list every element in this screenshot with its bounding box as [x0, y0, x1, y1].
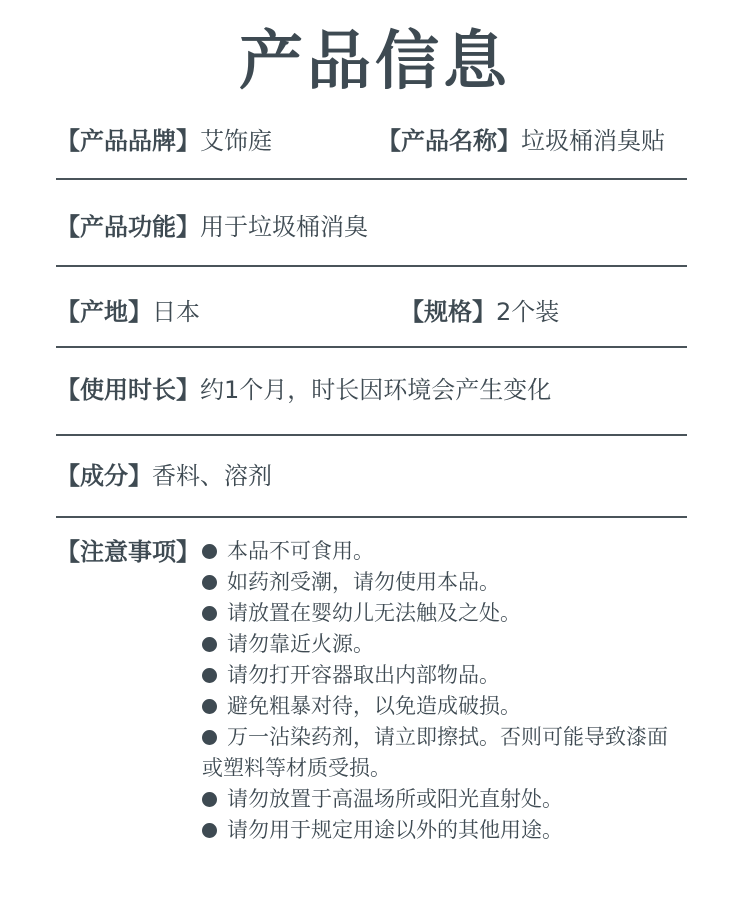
bullet-icon — [202, 730, 217, 745]
list-item — [202, 660, 702, 691]
divider — [56, 265, 687, 267]
list-item — [202, 722, 702, 753]
list-item — [202, 815, 702, 846]
note-text: 或塑料等材质受损。 — [202, 756, 391, 780]
note-text: 万一沾染药剂，请立即擦拭。否则可能导致漆面 — [227, 725, 668, 749]
list-item — [202, 536, 702, 567]
origin-row — [56, 295, 200, 329]
page-title: 产品信息 — [239, 25, 511, 99]
note-text: 请放置在婴幼儿无法触及之处。 — [227, 601, 521, 625]
function-row — [56, 210, 368, 244]
list-item — [202, 598, 702, 629]
name-row — [377, 124, 665, 158]
note-text: 请勿放置于高温场所或阳光直射处。 — [227, 787, 563, 811]
function-value: 用于垃圾桶消臭 — [200, 213, 368, 241]
note-text: 避免粗暴对待，以免造成破损。 — [227, 694, 521, 718]
brand-key: 【产品品牌】 — [56, 127, 200, 155]
bullet-icon — [202, 544, 217, 559]
ingredients-key: 【成分】 — [56, 462, 152, 490]
name-value: 垃圾桶消臭贴 — [521, 127, 665, 155]
notes-key: 【注意事项】 — [56, 538, 200, 566]
bullet-icon — [202, 575, 217, 590]
list-item — [202, 567, 702, 598]
spec-row — [400, 295, 559, 329]
note-text: 如药剂受潮，请勿使用本品。 — [227, 570, 500, 594]
note-text: 请勿打开容器取出内部物品。 — [227, 663, 500, 687]
bullet-icon — [202, 699, 217, 714]
brand-value: 艾饰庭 — [200, 127, 272, 155]
bullet-icon — [202, 637, 217, 652]
divider — [56, 178, 687, 180]
list-item — [202, 629, 702, 660]
duration-row — [56, 373, 551, 407]
bullet-icon — [202, 668, 217, 683]
divider — [56, 346, 687, 348]
spec-key: 【规格】 — [400, 298, 496, 326]
duration-key: 【使用时长】 — [56, 376, 200, 404]
divider — [56, 516, 687, 518]
brand-row — [56, 124, 272, 158]
list-item-continuation — [202, 753, 702, 784]
bullet-icon — [202, 823, 217, 838]
origin-value: 日本 — [152, 298, 200, 326]
bullet-icon — [202, 792, 217, 807]
spec-value: 2个装 — [496, 298, 560, 326]
name-key: 【产品名称】 — [377, 127, 521, 155]
note-text: 请勿用于规定用途以外的其他用途。 — [227, 818, 563, 842]
origin-key: 【产地】 — [56, 298, 152, 326]
bullet-icon — [202, 606, 217, 621]
notes-list — [202, 536, 702, 846]
list-item — [202, 691, 702, 722]
list-item — [202, 784, 702, 815]
note-text: 请勿靠近火源。 — [227, 632, 374, 656]
ingredients-row — [56, 459, 272, 493]
divider — [56, 434, 687, 436]
duration-value: 约1个月，时长因环境会产生变化 — [200, 376, 552, 404]
function-key: 【产品功能】 — [56, 213, 200, 241]
note-text: 本品不可食用。 — [227, 539, 374, 563]
ingredients-value: 香料、溶剂 — [152, 462, 272, 490]
